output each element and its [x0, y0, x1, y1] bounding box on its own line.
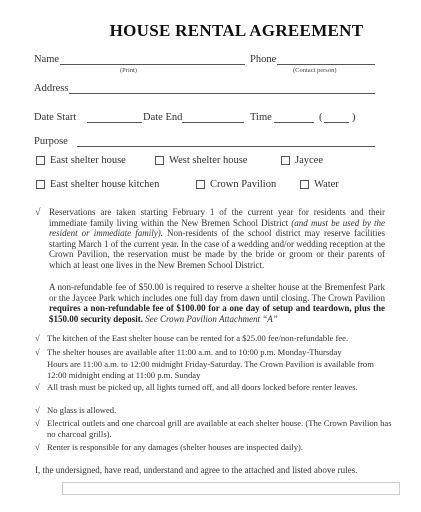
checkmark-icon: √ [35, 207, 41, 218]
time-close-paren: ) [352, 112, 356, 123]
time-end-field[interactable] [324, 122, 349, 123]
rule-item [35, 333, 395, 344]
purpose-field[interactable] [77, 146, 375, 147]
checkbox-icon[interactable] [300, 180, 309, 189]
rule-text: Electrical outlets and one charcoal grill are available at each shelter house. (The Crown Pavilion has no charcoal grills). [47, 418, 392, 439]
contact-person-hint: (Contact person) [293, 67, 337, 74]
date-start-field[interactable] [87, 122, 142, 123]
address-field[interactable] [69, 93, 375, 94]
date-start-label: Date Start [34, 112, 77, 123]
date-end-field[interactable] [182, 122, 244, 123]
rule-item [35, 347, 395, 358]
rule-item-continuation [47, 359, 395, 381]
reservation-text-nonresident: Non-residents of the school district may reserve facilities starting March 1 of the current year. In the case of a wedding and/or wedding reception at the Crown Pavilion, the reservation must be made by the bride or groom or their parents of which at least one lives in the New Bremen School District. [49, 228, 386, 270]
time-open-paren: ( [319, 112, 323, 123]
option-water[interactable] [300, 179, 339, 190]
option-label: Jaycee [295, 155, 323, 166]
option-crown-pavilion[interactable] [196, 179, 276, 190]
option-label: Water [314, 179, 339, 190]
checkmark-icon: √ [35, 418, 40, 428]
fee-text-bold: requires a non-refundable fee of $100.00 for a one day of setup and teardown, plus the $150.00 security deposit. [49, 303, 385, 324]
rule-text: Hours are 11:00 a.m. to 12:00 midnight Friday-Saturday. The Crown Pavilion is available from 12:00 midnight ending at 11:00 p.m. Sunday [47, 359, 374, 380]
rule-text: All trash must be picked up, all lights turned off, and all doors locked before renter leaves. [47, 382, 358, 392]
agreement-statement: I, the undersigned, have read, understand and agree to the attached and listed above rules. [35, 465, 358, 475]
rule-text: The shelter houses are available after 11:00 a.m. and to 10:00 p.m. Monday-Thursday [47, 347, 342, 357]
document-title: HOUSE RENTAL AGREEMENT [109, 21, 364, 40]
checkbox-icon[interactable] [36, 156, 45, 165]
rule-item [35, 442, 395, 453]
option-label: Crown Pavilion [210, 179, 277, 190]
name-field[interactable] [60, 64, 245, 65]
fee-text-italic: See Crown Pavilion Attachment “A” [145, 313, 278, 324]
rule-item [35, 382, 395, 393]
purpose-label: Purpose [34, 136, 68, 147]
fee-paragraph [49, 282, 385, 324]
option-west-shelter-house[interactable] [155, 155, 247, 166]
time-start-field[interactable] [274, 122, 314, 123]
option-label: East shelter house kitchen [50, 179, 160, 190]
option-label: West shelter house [169, 155, 248, 166]
checkbox-icon[interactable] [281, 156, 290, 165]
rule-text: Renter is responsible for any damages (shelter houses are inspected daily). [47, 442, 304, 452]
reservation-paragraph [49, 207, 385, 271]
phone-field[interactable] [277, 64, 375, 65]
print-hint: (Print) [120, 67, 137, 74]
rule-text: No glass is allowed. [47, 405, 117, 415]
rule-item [35, 418, 395, 440]
checkmark-icon: √ [35, 442, 40, 452]
checkmark-icon: √ [35, 382, 40, 392]
signature-box[interactable] [62, 482, 400, 495]
name-label: Name [34, 54, 60, 65]
checkbox-icon[interactable] [155, 156, 164, 165]
fee-text: A non-refundable fee of $50.00 is required to reserve a shelter house at the Bremenfest Park or the Jaycee Park which includes one full day from dawn until closing. The Crown Pavilion [49, 282, 385, 303]
reservation-italic: (and must be used by the resident or immediate family). [49, 217, 386, 239]
reservation-text: Reservations are taken starting February 1 of the current year for residents and their immediate family living within the New Bremen School District [49, 207, 385, 228]
checkbox-icon[interactable] [36, 180, 45, 189]
rule-text: The kitchen of the East shelter house can be rented for a $25.00 fee/non-refundable fee. [47, 333, 349, 343]
option-east-shelter-house[interactable] [36, 155, 126, 166]
option-east-shelter-house-kitchen[interactable] [36, 179, 159, 190]
rule-item [35, 405, 395, 416]
phone-label: Phone [250, 54, 277, 65]
date-end-label: Date End [143, 112, 183, 123]
option-jaycee[interactable] [281, 155, 323, 166]
checkmark-icon: √ [35, 405, 40, 415]
checkbox-icon[interactable] [196, 180, 205, 189]
time-label: Time [250, 112, 272, 123]
address-label: Address [34, 83, 69, 94]
checkmark-icon: √ [35, 347, 40, 357]
option-label: East shelter house [50, 155, 126, 166]
checkmark-icon: √ [35, 333, 40, 343]
